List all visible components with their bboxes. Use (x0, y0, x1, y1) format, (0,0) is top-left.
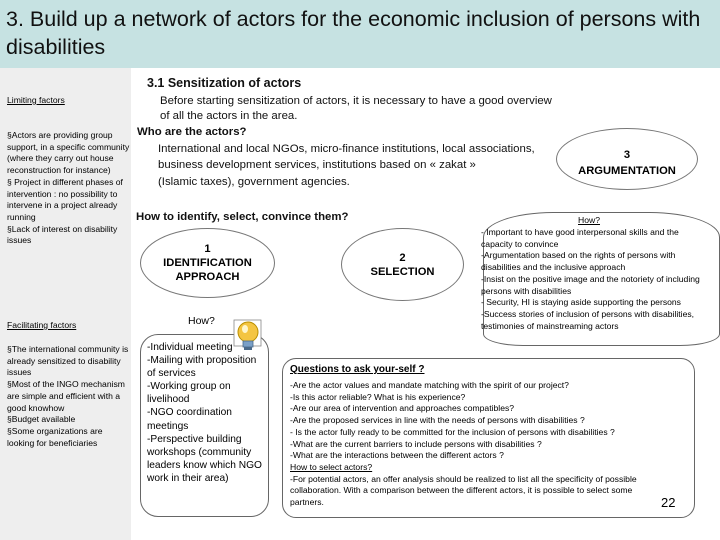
question-item: - Is the actor fully ready to be committed for the inclusion of persons with disabilities ? (290, 426, 615, 437)
question-item: -Is this actor reliable? What is his experience? (290, 391, 466, 402)
select-actors-text: -For potential actors, an offer analysis should be realized to list all the specificity of possible collaboration. With a comparison between the different actors, it is possible to select some partners. (290, 473, 637, 508)
identification-label-1: IDENTIFICATION (163, 257, 252, 269)
question-item: -Are the actor values and mandate matching with the spirit of our project? (290, 380, 569, 390)
question-item: -What are the current barriers to include persons with disabilities ? (290, 438, 542, 449)
how-question: How to identify, select, convince them? (136, 211, 349, 223)
questions-heading: Questions to ask your-self ? (290, 364, 425, 375)
selection-number: 2 (399, 251, 406, 264)
question-item: -Are our area of intervention and approaches compatibles? (290, 403, 515, 414)
facilitating-factors-text: §The international community is already sensitized to disability issues §Most of the INGO mechanism are simple and efficient with a good knowhow §Budget available §Some organizations are looking for beneficiaries (7, 344, 129, 448)
how-right-heading: How? (578, 215, 600, 225)
how-left-text: -Individual meeting -Mailing with proposition of services -Working group on livelihood -NGO coordination meetings -Perspective building workshops (community leaders know which NGO work in their area) (147, 342, 262, 484)
who-question: Who are the actors? (137, 126, 247, 138)
limiting-factors-heading: Limiting factors (7, 95, 65, 105)
intro-line-2: of all the actors in the area. (160, 110, 298, 122)
who-answer-1: International and local NGOs, micro-finance institutions, local associations, (158, 143, 535, 155)
facilitating-factors-heading: Facilitating factors (7, 320, 77, 330)
selection-label: SELECTION (370, 265, 435, 278)
page-number: 22 (661, 495, 676, 510)
lightbulb-icon (233, 318, 263, 356)
question-item: -What are the interactions between the different actors ? (290, 450, 504, 461)
argumentation-number: 3 (623, 149, 631, 161)
selection-oval (341, 228, 464, 301)
how-left-heading: How? (188, 315, 215, 327)
intro-line-1: Before starting sensitization of actors, it is necessary to have a good overview (160, 95, 552, 107)
section-heading: 3.1 Sensitization of actors (147, 76, 302, 90)
slide-title: 3. Build up a network of actors for the economic inclusion of persons with disabilities (6, 7, 701, 59)
question-item: -Are the proposed services in line with the needs of persons with disabilities ? (290, 415, 585, 426)
argumentation-label: ARGUMENTATION (578, 165, 676, 177)
title-bar (0, 0, 720, 68)
who-answer-3: (Islamic taxes), government agencies. (158, 176, 350, 188)
how-right-text: - Important to have good interpersonal skills and the capacity to convince -Argumentation based on the rights of persons with disabilities and the inclusive approach -Insist on the positive image and the notoriety of including persons with disabilities - Security, HI is staying aside supporting the persons -Success stories of inclusion of persons with disabilities, testimonies of mainstreaming actors (481, 227, 700, 331)
questions-list (290, 380, 690, 509)
argumentation-label-group (558, 147, 696, 179)
limiting-factors-text: §Actors are providing group support, in a specific community (where they carry out house reconstruction for instance) § Project in different phases of intervention : no possibility to intervene in a project already running §Lack of interest on disability issues (7, 130, 130, 246)
identification-label-2: APPROACH (175, 271, 240, 283)
who-answer-2: business development services, institutions based on « zakat » (158, 159, 476, 171)
identification-oval (140, 228, 275, 298)
select-actors-heading: How to select actors? (290, 461, 373, 472)
identification-number: 1 (204, 243, 211, 255)
